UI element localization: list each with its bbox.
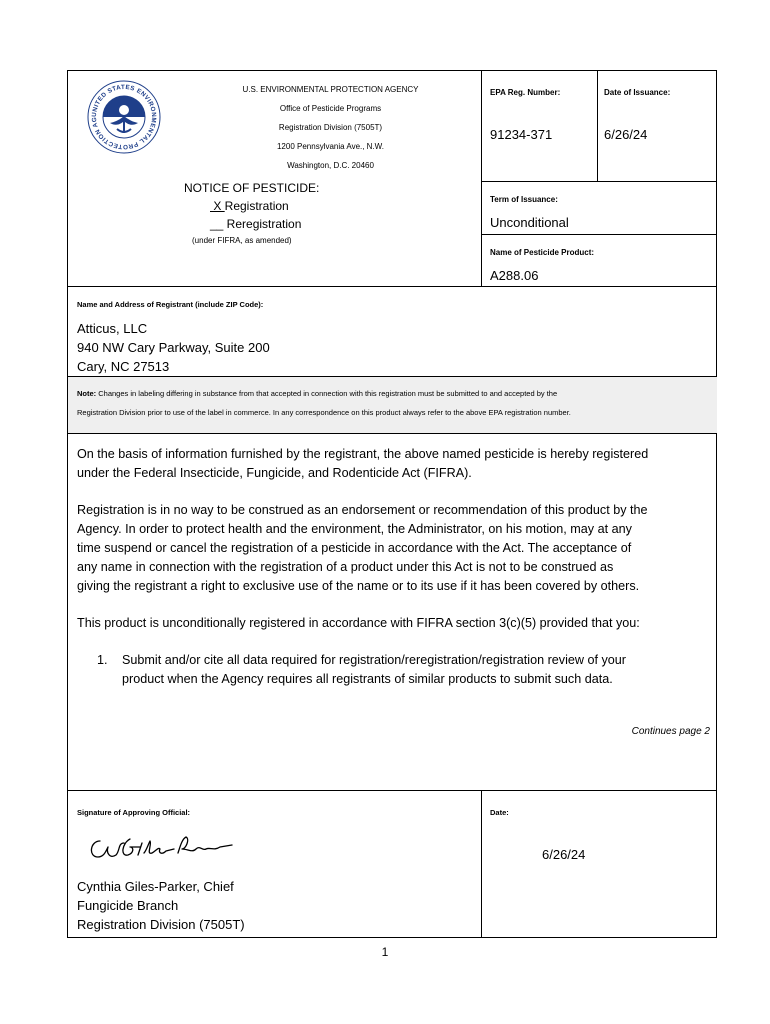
- term-label: Term of Issuance:: [490, 195, 558, 204]
- paragraph-2-line-5: giving the registrant a right to exclusive use of the name or to its use if it has been covered by others.: [77, 579, 640, 593]
- reg-number-label: EPA Reg. Number:: [490, 88, 561, 97]
- list-item: [77, 651, 717, 689]
- registration-checkbox: X: [210, 199, 225, 213]
- registrant-line3: Cary, NC 27513: [77, 359, 170, 374]
- date-value: 6/26/24: [542, 847, 586, 862]
- list-item-line-1: Submit and/or cite all data required for registration/reregistration/registration review of your: [122, 653, 626, 667]
- epa-seal-icon: [86, 79, 162, 155]
- notice-block: [168, 181, 378, 251]
- note-line2: Registration Division prior to use of the label in commerce. In any correspondence on this product always refer to the above EPA registration number.: [77, 408, 571, 417]
- signature-label: Signature of Approving Official:: [77, 808, 191, 817]
- divider: [481, 234, 717, 235]
- agency-city: Washington, D.C. 20460: [287, 161, 374, 170]
- divider: [68, 790, 717, 791]
- divider: [597, 71, 598, 181]
- paragraph-1-line-2: under the Federal Insecticide, Fungicide, and Rodenticide Act (FIFRA).: [77, 466, 472, 480]
- product-label: Name of Pesticide Product:: [490, 248, 595, 257]
- divider: [68, 286, 717, 287]
- registrant-line1: Atticus, LLC: [77, 321, 148, 336]
- form-frame: [67, 70, 717, 938]
- note-box: [68, 377, 717, 433]
- notice-subtitle: (under FIFRA, as amended): [192, 236, 292, 245]
- signature-image: [86, 829, 236, 865]
- paragraph-2-line-4: any name in connection with the registration of a product under this Act is not to be construed as: [77, 560, 614, 574]
- term-value: Unconditional: [490, 215, 569, 230]
- agency-name: U.S. ENVIRONMENTAL PROTECTION AGENCY: [242, 85, 419, 94]
- note-label: Note:: [77, 389, 97, 398]
- agency-header: [198, 85, 463, 185]
- divider: [68, 433, 717, 434]
- date-label: Date:: [490, 808, 509, 817]
- divider: [481, 181, 717, 182]
- note-line1: Note: Changes in labeling differing in substance from that accepted in connection with this registration must be submitted to and accepted by the: [77, 389, 558, 398]
- issuance-date-value: 6/26/24: [604, 127, 648, 142]
- paragraph-2-line-2: Agency. In order to protect health and the environment, the Administrator, on his motion, may at any: [77, 522, 632, 536]
- signer-division: Registration Division (7505T): [77, 917, 245, 932]
- notice-reregistration: __ Reregistration: [210, 217, 302, 231]
- reg-number-value: 91234-371: [490, 127, 553, 142]
- paragraph-2-line-3: time suspend or cancel the registration of a pesticide in accordance with the Act. The acceptance of: [77, 541, 632, 555]
- paragraph-2-line-1: Registration is in no way to be construed as an endorsement or recommendation of this product by the: [77, 503, 648, 517]
- paragraph-1-line-1: On the basis of information furnished by the registrant, the above named pesticide is hereby registered: [77, 447, 649, 461]
- divider: [481, 71, 482, 286]
- continues-note: Continues page 2: [631, 726, 710, 737]
- agency-office: Office of Pesticide Programs: [279, 104, 382, 113]
- agency-division: Registration Division (7505T): [278, 123, 383, 132]
- list-item-number: 1.: [97, 653, 108, 667]
- paragraph-3: This product is unconditionally registered in accordance with FIFRA section 3(c)(5) provided that you:: [77, 616, 640, 630]
- list-item-line-2: product when the Agency requires all registrants of similar products to submit such data.: [122, 672, 613, 686]
- signer-branch: Fungicide Branch: [77, 898, 179, 913]
- signer-name: Cynthia Giles-Parker, Chief: [77, 879, 234, 894]
- svg-text:UNITED STATES ENVIRONMENTAL PR: UNITED STATES ENVIRONMENTAL PROTECTION AG: [90, 83, 158, 151]
- agency-street: 1200 Pennsylvania Ave., N.W.: [276, 142, 385, 151]
- body-content: [77, 445, 717, 689]
- notice-title: NOTICE OF PESTICIDE:: [184, 181, 320, 195]
- registrant-line2: 940 NW Cary Parkway, Suite 200: [77, 340, 270, 355]
- registrant-label: Name and Address of Registrant (include ZIP Code):: [77, 300, 264, 309]
- product-value: A288.06: [490, 268, 539, 283]
- page-number: 1: [381, 945, 389, 959]
- issuance-date-label: Date of Issuance:: [604, 88, 671, 97]
- divider: [481, 790, 482, 938]
- notice-registration: X Registration: [210, 199, 289, 213]
